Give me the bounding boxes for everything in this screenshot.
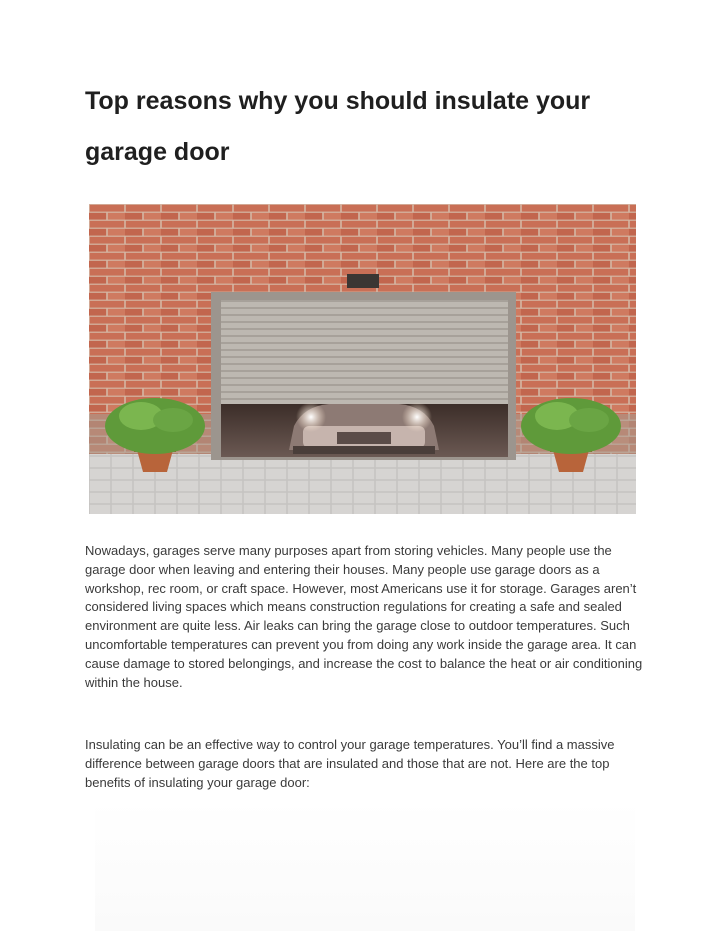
pavement [89, 454, 636, 514]
page-title: Top reasons why you should insulate your garage door [85, 87, 591, 166]
hero-image [89, 204, 636, 514]
roller-door [221, 300, 508, 404]
body-paragraph-2: Insulating can be an effective way to control your garage temperatures. You’ll find a massive difference between garage doors that are insulated and those that are not. Here are the top benefits of insulating your garage door: [85, 737, 615, 790]
body-paragraph-1: Nowadays, garages serve many purposes apart from storing vehicles. Many people use the garage door when leaving and entering their houses. Many people use garage doors as a workshop, rec room, or craft space. However, most Americans use it for storage. Garages aren’t considered living spaces which means construction regulations for creating a safe and sealed environment are quite less. Air leaks can bring the garage close to outdoor temperatures. Such uncomfortable temperatures can prevent you from doing any work inside the garage area. It can cause damage to stored belongings, and increase the cost to balance the heat or air conditioning within the house. [85, 543, 643, 690]
car [289, 402, 439, 454]
sign-plate [347, 274, 379, 288]
page-bottom-fade [95, 800, 635, 931]
